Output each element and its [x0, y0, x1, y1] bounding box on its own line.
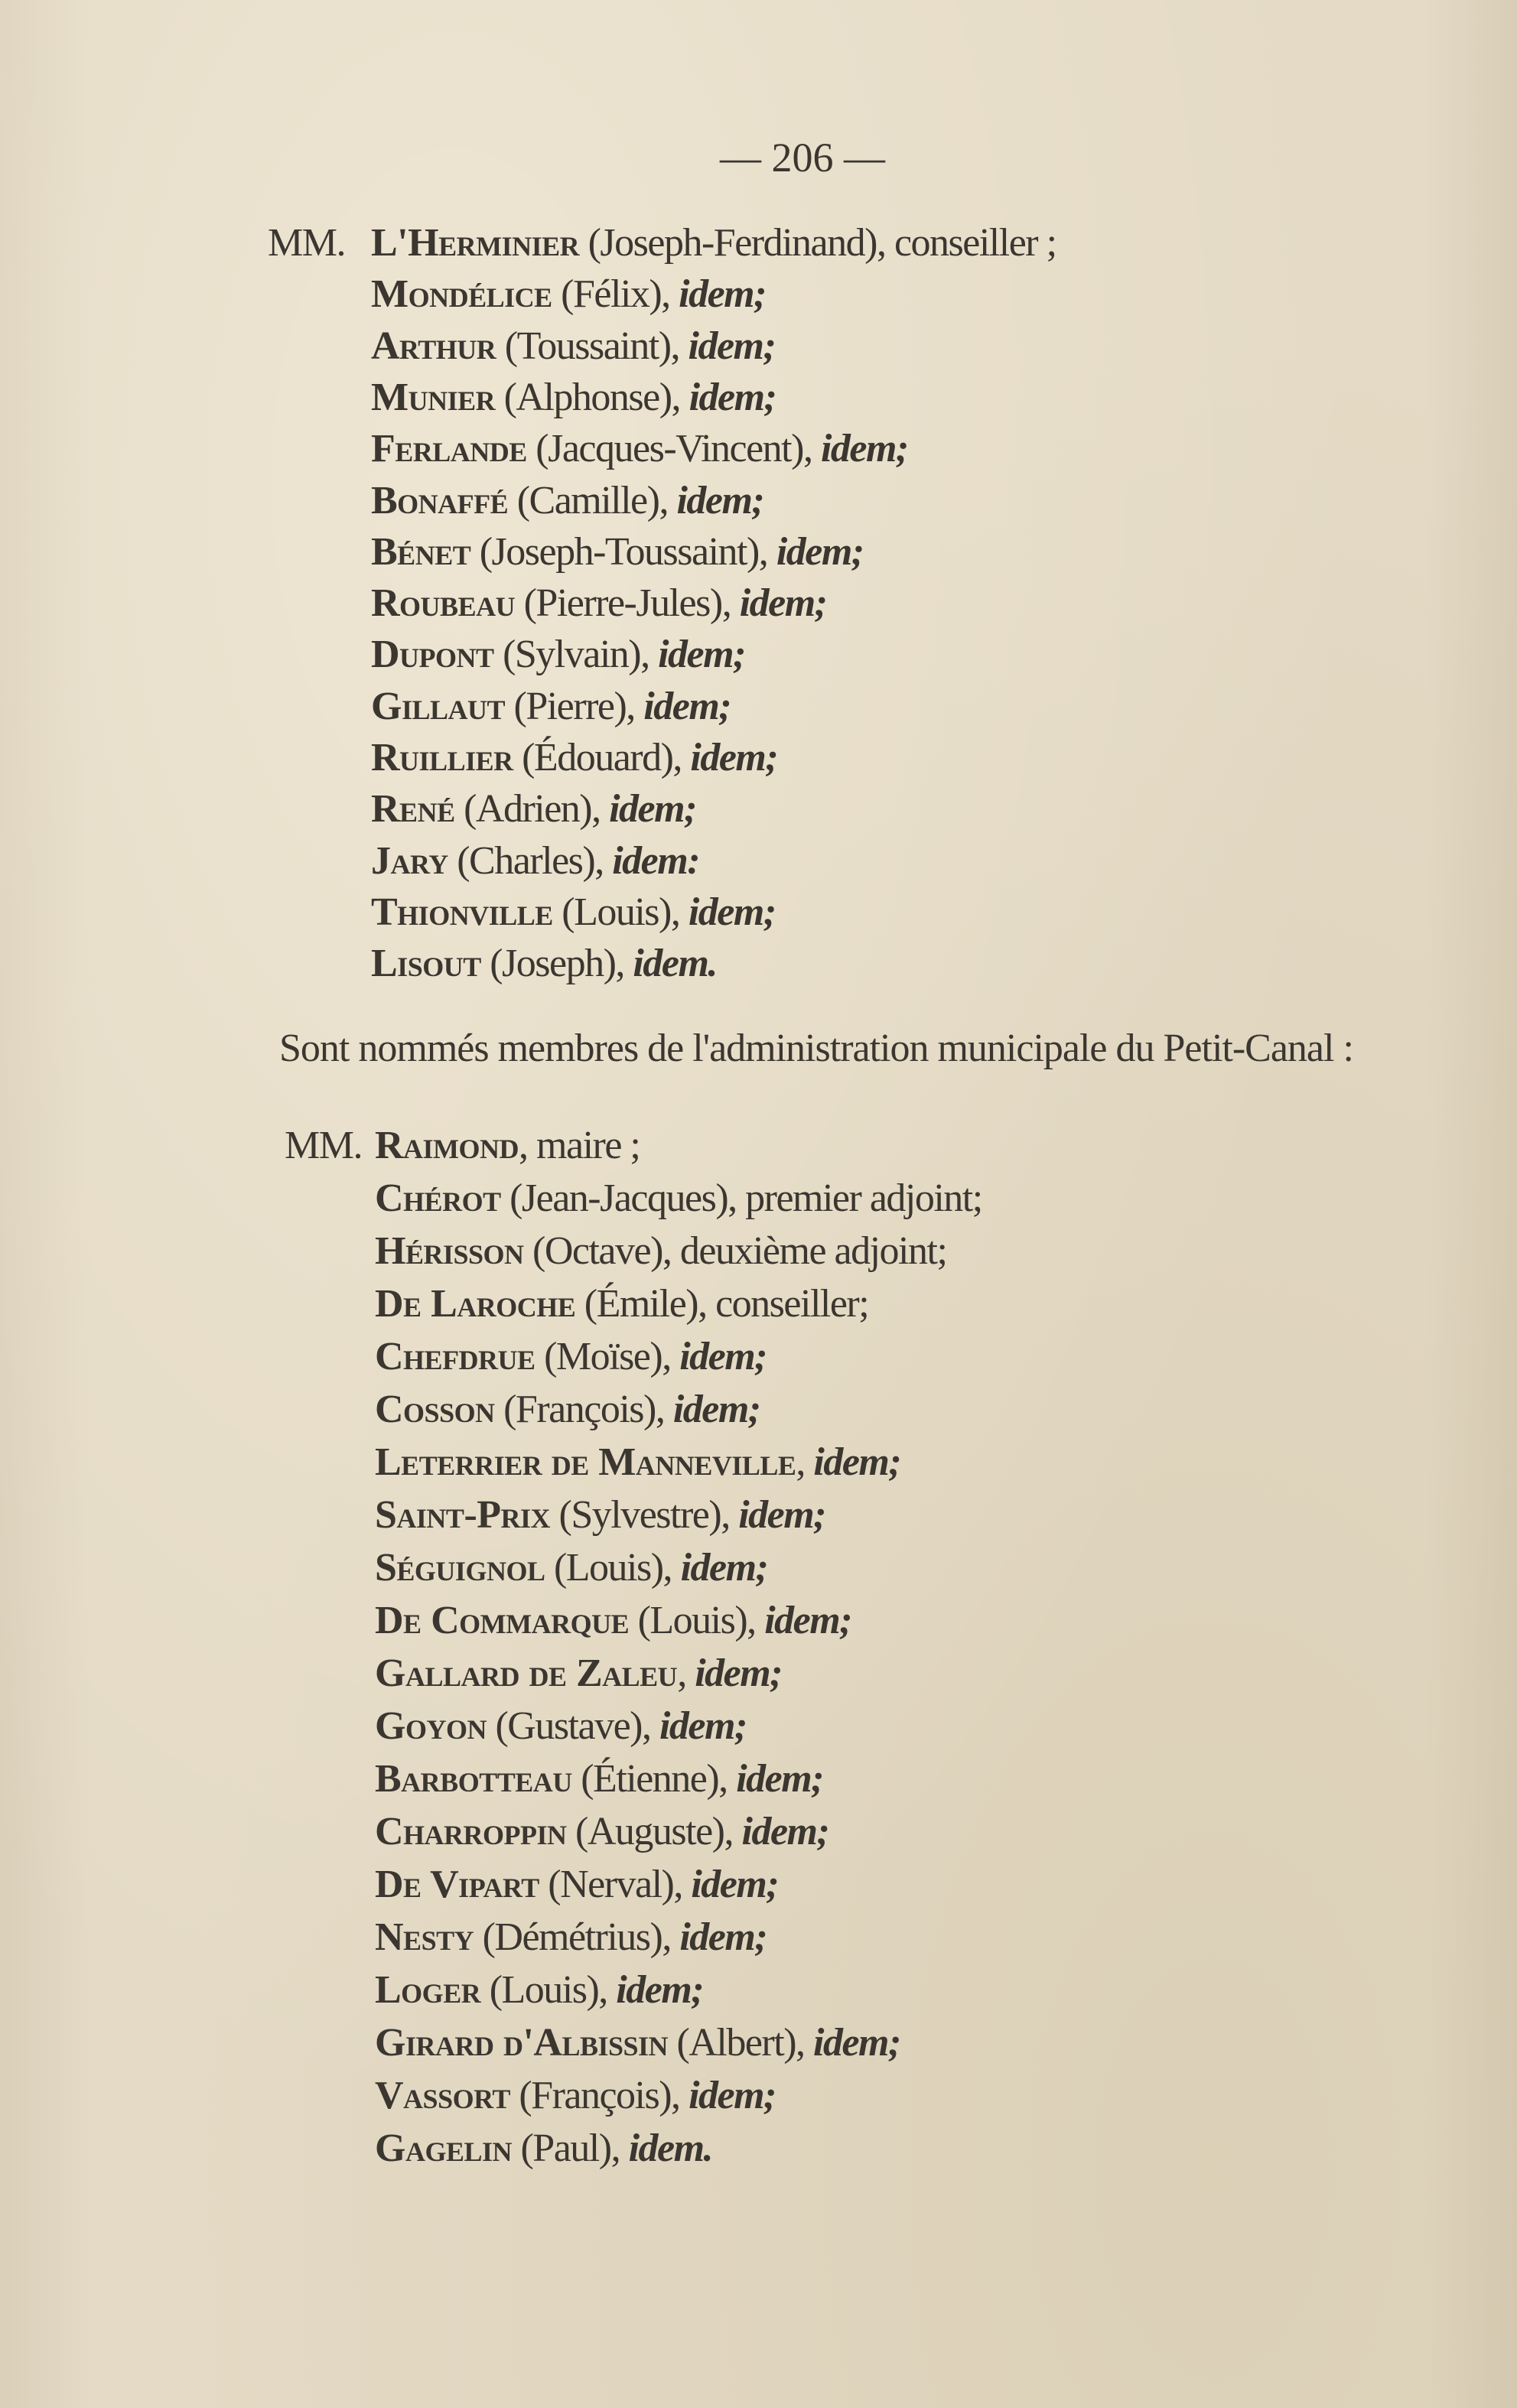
- surname: Roubeau: [371, 581, 516, 626]
- given-name: (Gustave),: [486, 1704, 659, 1748]
- given-name: (Camille),: [508, 478, 677, 522]
- surname: Gagelin: [375, 2127, 512, 2170]
- given-name: (François),: [509, 2074, 689, 2117]
- list-item: [375, 1865, 778, 1905]
- list-item: [375, 1176, 982, 1220]
- role: idem;: [679, 1335, 767, 1378]
- role: idem;: [643, 684, 731, 728]
- given-name: (Octave),: [523, 1229, 680, 1273]
- list-item: [375, 1229, 947, 1273]
- role: idem;: [676, 478, 764, 522]
- surname: De Commarque: [375, 1599, 630, 1642]
- given-name: (Sylvestre),: [550, 1493, 739, 1537]
- given-name: (Auguste),: [566, 1810, 742, 1853]
- list-item: [375, 1548, 767, 1588]
- role: idem;: [736, 1757, 823, 1801]
- list-item: [375, 1601, 851, 1641]
- surname: Dupont: [371, 633, 494, 677]
- given-name: (Sylvain),: [493, 633, 659, 677]
- given-name: (Joseph-Ferdinand),: [579, 221, 894, 265]
- list-item: [375, 1759, 823, 1799]
- list-item: [371, 375, 776, 419]
- role: idem.: [628, 2127, 713, 2170]
- surname: Leterrier de Manneville: [375, 1440, 796, 1484]
- given-name: ,: [677, 1651, 695, 1695]
- role: idem;: [609, 787, 696, 831]
- role: deuxième adjoint;: [679, 1229, 947, 1273]
- given-name: (Nerval),: [539, 1863, 692, 1906]
- surname: Cosson: [375, 1388, 495, 1431]
- surname: Barbotteau: [375, 1757, 572, 1801]
- list-item: [375, 1915, 767, 1959]
- role: idem;: [680, 1546, 768, 1590]
- given-name: (Adrien),: [454, 787, 610, 831]
- list-item: [371, 581, 827, 626]
- given-name: (Félix),: [552, 272, 679, 317]
- surname: De Laroche: [375, 1282, 576, 1326]
- role: idem;: [688, 324, 776, 368]
- list-item: [375, 1390, 760, 1430]
- role: idem;: [616, 1968, 704, 2012]
- role: idem;: [739, 581, 827, 626]
- mm-prefix: MM.: [285, 1124, 362, 1167]
- surname: Girard d'Albissin: [375, 2021, 669, 2065]
- surname: Ferlande: [371, 427, 527, 471]
- role: idem;: [820, 427, 908, 471]
- surname: Lisout: [371, 942, 481, 986]
- given-name: (Jacques-Vincent),: [526, 427, 821, 471]
- surname: Munier: [371, 375, 496, 419]
- role: maire ;: [536, 1124, 640, 1167]
- surname: De Vipart: [375, 1863, 539, 1906]
- surname: Loger: [375, 1968, 481, 2012]
- given-name: (Alphonse),: [495, 375, 689, 419]
- surname: René: [371, 787, 455, 831]
- list-item: [375, 1495, 825, 1535]
- surname: Vassort: [375, 2074, 510, 2117]
- surname: Saint-Prix: [375, 1493, 551, 1537]
- surname: Ruillier: [371, 736, 513, 779]
- given-name: (Albert),: [668, 2021, 814, 2065]
- role: idem;: [813, 2021, 900, 2065]
- list-item: [375, 1970, 703, 2010]
- list-item: [371, 529, 864, 574]
- given-name: (François),: [494, 1388, 673, 1431]
- list-item: [371, 324, 776, 368]
- surname: Hérisson: [375, 1229, 524, 1273]
- role: idem;: [690, 736, 778, 779]
- role: idem;: [764, 1599, 851, 1642]
- given-name: (Édouard),: [513, 736, 691, 779]
- list-item: [375, 1812, 828, 1852]
- list-item: [371, 890, 776, 934]
- given-name: (Étienne),: [571, 1757, 737, 1801]
- given-name: (Paul),: [511, 2127, 629, 2170]
- role: idem;: [691, 1863, 779, 1906]
- role: conseiller ;: [894, 221, 1056, 265]
- given-name: (Joseph),: [480, 942, 633, 986]
- list-item: [371, 738, 777, 778]
- list-item: [268, 221, 1056, 265]
- role: premier adjoint;: [745, 1176, 982, 1220]
- mm-prefix: MM.: [268, 221, 345, 265]
- role: idem.: [633, 942, 717, 986]
- list-item: [371, 684, 731, 728]
- list-item: [285, 1124, 640, 1167]
- given-name: (Pierre-Jules),: [515, 581, 740, 626]
- list-item: [375, 1651, 782, 1695]
- surname: Chérot: [375, 1176, 501, 1220]
- given-name: (Charles),: [448, 838, 613, 883]
- list-item: [371, 944, 717, 984]
- surname: L'Herminier: [371, 221, 580, 265]
- list-item: [375, 2129, 712, 2169]
- role: idem;: [689, 2074, 776, 2117]
- list-item: [375, 1704, 747, 1748]
- list-item: [375, 2023, 900, 2063]
- surname: Bonaffé: [371, 478, 509, 522]
- appointment-paragraph: Sont nommés membres de l'administration municipale du Petit-Canal :: [279, 1027, 1353, 1070]
- surname: Séguignol: [375, 1546, 545, 1590]
- list-item: [371, 429, 908, 469]
- list-item: [375, 2076, 776, 2116]
- surname: Jary: [371, 838, 448, 883]
- list-item: [371, 838, 700, 883]
- list-item: [371, 635, 745, 675]
- role: idem;: [659, 1704, 747, 1748]
- given-name: (Jean-Jacques),: [500, 1176, 746, 1220]
- given-name: ,: [796, 1440, 814, 1484]
- role: idem;: [813, 1440, 901, 1484]
- list-item: [371, 789, 696, 829]
- role: conseiller;: [715, 1282, 869, 1326]
- given-name: (Louis),: [552, 890, 689, 934]
- given-name: (Pierre),: [505, 684, 644, 728]
- role: idem;: [672, 1388, 760, 1431]
- list-item: [371, 478, 764, 522]
- list-item: [375, 1440, 901, 1484]
- given-name: ,: [519, 1124, 537, 1167]
- given-name: (Joseph-Toussaint),: [470, 529, 776, 574]
- list-item: [375, 1337, 767, 1377]
- role: idem;: [741, 1810, 829, 1853]
- role: idem;: [658, 633, 745, 677]
- role: idem;: [679, 272, 766, 317]
- role: idem;: [695, 1651, 782, 1695]
- role: idem;: [679, 1915, 767, 1959]
- surname: Gallard de Zaleu: [375, 1651, 678, 1695]
- surname: Thionville: [371, 890, 553, 934]
- given-name: (Toussaint),: [496, 324, 689, 368]
- role: idem;: [689, 375, 776, 419]
- surname: Charroppin: [375, 1810, 567, 1853]
- given-name: (Louis),: [629, 1599, 765, 1642]
- surname: Goyon: [375, 1704, 487, 1748]
- role: idem:: [612, 838, 700, 883]
- given-name: (Émile),: [575, 1282, 716, 1326]
- list-item: [375, 1284, 868, 1324]
- page-number: — 206 —: [720, 135, 885, 181]
- list-item: [371, 272, 766, 317]
- surname: Arthur: [371, 324, 496, 368]
- surname: Bénet: [371, 529, 471, 574]
- role: idem;: [776, 529, 864, 574]
- role: idem;: [688, 890, 776, 934]
- role: idem;: [738, 1493, 825, 1537]
- surname: Chefdrue: [375, 1335, 536, 1378]
- surname: Nesty: [375, 1915, 474, 1959]
- given-name: (Moïse),: [535, 1335, 680, 1378]
- surname: Gillaut: [371, 684, 505, 728]
- given-name: (Louis),: [545, 1546, 681, 1590]
- surname: Raimond: [375, 1124, 519, 1167]
- given-name: (Louis),: [480, 1968, 617, 2012]
- surname: Mondélice: [371, 272, 552, 317]
- given-name: (Démétrius),: [474, 1915, 680, 1959]
